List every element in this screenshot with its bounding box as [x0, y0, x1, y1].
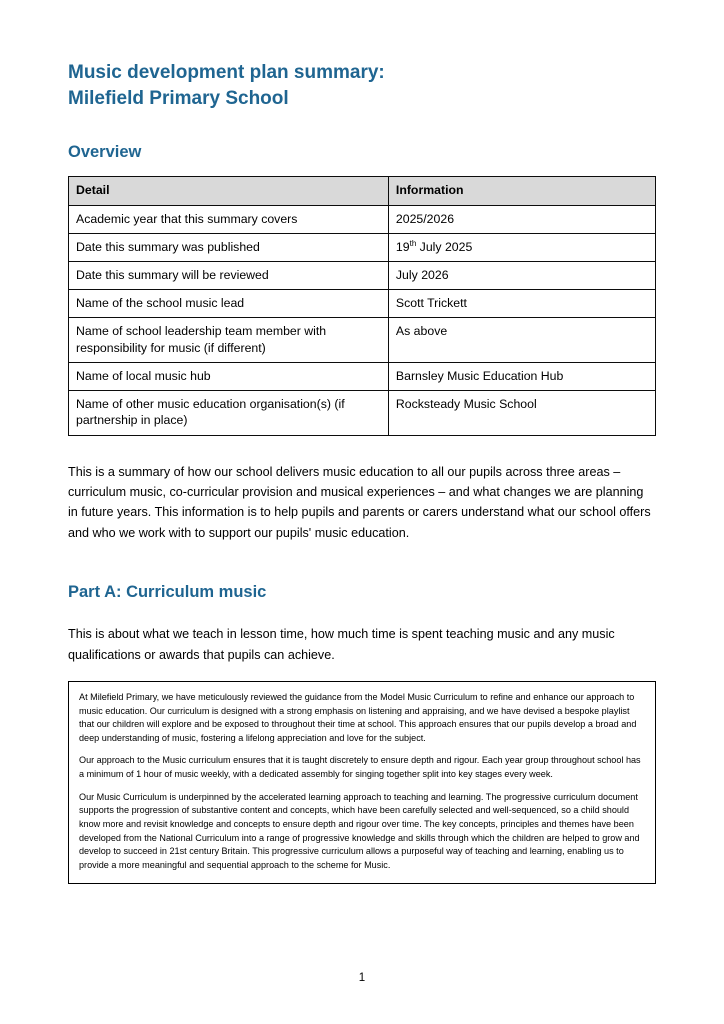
- overview-heading: Overview: [68, 143, 142, 162]
- cell-information: 2025/2026: [388, 205, 655, 233]
- part-a-intro-paragraph: This is about what we teach in lesson time, how much time is spent teaching music and any music qualifications or awards that pupils can achieve.: [68, 627, 615, 662]
- publish-date-day: 19: [395, 239, 410, 254]
- table-row: [69, 233, 656, 261]
- table-row: [69, 290, 656, 318]
- cell-detail: Name of other music education organisation(s) (if partnership in place): [69, 391, 389, 435]
- intro-paragraph: This is a summary of how our school delivers music education to all our pupils across three areas – curriculum music, co-curricular provision and musical experiences – and what changes we are planning in future years. This information is to help pupils and parents or carers understand what our school offers and who we work with to support our pupils' music education.: [68, 464, 651, 540]
- cell-information: [388, 233, 655, 261]
- table-header-row: [69, 177, 656, 205]
- cell-detail: Name of school leadership team member with responsibility for music (if different): [69, 318, 389, 362]
- narrative-paragraph-1: At Milefield Primary, we have meticulously reviewed the guidance from the Model Music Curriculum to refine and enhance our approach to music education. Our curriculum is designed with a strong emphasis on listening and appraising, and we have devised a bespoke playlist that our children will explore and be exposed to throughout their time at school. This approach ensures that our pupils develop a broad and deep understanding of music, fostering a lifelong appreciation and love for the subject.: [79, 691, 637, 743]
- table-row: [69, 318, 656, 362]
- overview-table: [68, 176, 656, 435]
- column-header-detail: Detail: [69, 177, 389, 205]
- publish-date-rest: July 2025: [416, 239, 473, 254]
- cell-detail: Name of the school music lead: [69, 290, 389, 318]
- table-row: [69, 262, 656, 290]
- table-row: [69, 362, 656, 390]
- curriculum-narrative-box: [68, 681, 656, 884]
- table-row: [69, 391, 656, 435]
- page-title: [68, 60, 656, 111]
- cell-detail: Academic year that this summary covers: [69, 205, 389, 233]
- cell-information: Rocksteady Music School: [388, 391, 655, 435]
- page-title-line-1: Music development plan summary:: [68, 62, 385, 83]
- narrative-paragraph-3: Our Music Curriculum is underpinned by the accelerated learning approach to teaching and learning. The progressive curriculum document supports the progression of substantive content and concepts, which have been carefully selected and well-sequenced, so a child should know more and revisit knowledge and concepts to ensure depth and rigour over time. The key concepts, principles and themes have been developed from the National Curriculum into a range of progressive knowledge and skills through which the children are helped to grow and develop to succeed in 21st century Britain. This progressive curriculum allows a purposeful way of teaching and learning, enabling us to provide a more meaningful and sequential approach to the scheme for Music.: [79, 791, 640, 870]
- narrative-paragraph-2: Our approach to the Music curriculum ensures that it is taught discretely to ensure depth and rigour. Each year group throughout school has a minimum of 1 hour of music weekly, with a dedicated assembly for singing together split into key stages every week.: [79, 755, 641, 780]
- publish-date-ordinal: th: [409, 238, 417, 248]
- cell-information: As above: [388, 318, 655, 362]
- cell-detail: Date this summary was published: [69, 233, 389, 261]
- part-a-heading: Part A: Curriculum music: [68, 583, 267, 602]
- cell-information: Barnsley Music Education Hub: [388, 362, 655, 390]
- page-title-line-2: Milefield Primary School: [68, 87, 289, 109]
- page-number: 1: [358, 972, 366, 984]
- cell-detail: Date this summary will be reviewed: [69, 262, 389, 290]
- cell-detail: Name of local music hub: [69, 362, 389, 390]
- table-row: [69, 205, 656, 233]
- cell-information: July 2026: [388, 262, 655, 290]
- cell-information: Scott Trickett: [388, 290, 655, 318]
- column-header-information: Information: [388, 177, 655, 205]
